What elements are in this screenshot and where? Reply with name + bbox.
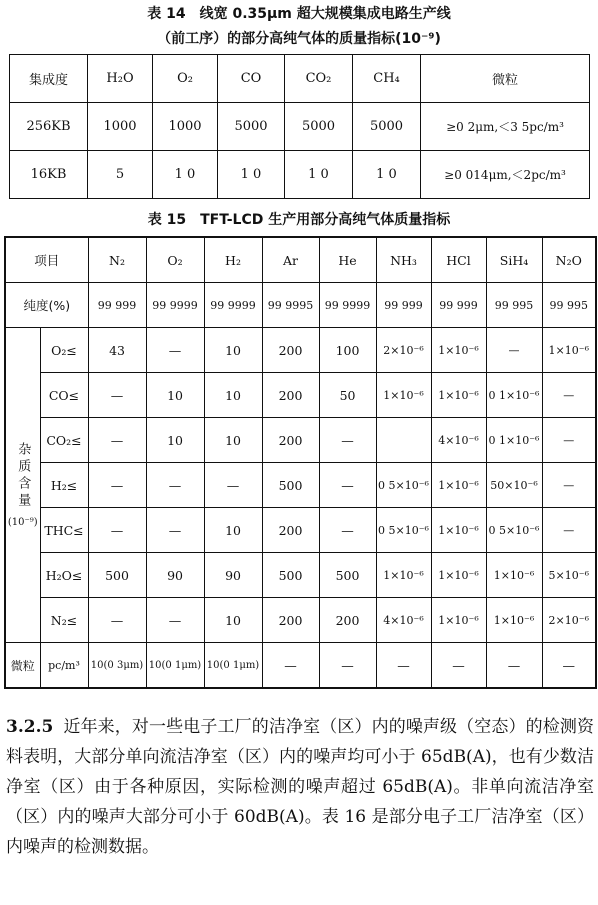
table-cell: —	[542, 643, 596, 689]
row-label: THC≤	[40, 508, 88, 553]
header-cell: HCl	[431, 237, 486, 283]
table-cell: 0 5×10⁻⁶	[376, 463, 431, 508]
table-cell: 500	[88, 553, 146, 598]
table-cell: 5	[88, 151, 153, 199]
table-cell: 1 0	[153, 151, 218, 199]
row-label: CO₂≤	[40, 418, 88, 463]
table-cell: 0 1×10⁻⁶	[486, 373, 542, 418]
table-cell: —	[88, 418, 146, 463]
table-cell: 1 0	[218, 151, 285, 199]
table-cell: 10(0 1μm)	[204, 643, 262, 689]
table-cell: 10	[146, 418, 204, 463]
table-cell: 1×10⁻⁶	[486, 598, 542, 643]
header-cell: He	[319, 237, 376, 283]
table-cell: 99 995	[486, 283, 542, 328]
purity-row	[5, 283, 596, 328]
table-cell: —	[319, 463, 376, 508]
table-cell: 99 999	[376, 283, 431, 328]
table-cell: 1×10⁻⁶	[376, 373, 431, 418]
table-cell: —	[88, 373, 146, 418]
table-cell: 99 999	[88, 283, 146, 328]
table-cell: 0 5×10⁻⁶	[376, 508, 431, 553]
table-row	[5, 508, 596, 553]
table-row	[5, 598, 596, 643]
impurity-group-label	[5, 328, 40, 643]
table-cell: 90	[146, 553, 204, 598]
table-cell: 5000	[353, 103, 421, 151]
header-cell: H₂O	[88, 55, 153, 103]
table-cell: —	[542, 418, 596, 463]
table-cell: 1×10⁻⁶	[431, 553, 486, 598]
table-row	[10, 151, 590, 199]
table-cell: 1×10⁻⁶	[431, 463, 486, 508]
table-cell: 200	[262, 598, 319, 643]
table15-header-row	[5, 237, 596, 283]
table-cell: 10	[204, 508, 262, 553]
table-cell: —	[204, 463, 262, 508]
table-row	[5, 553, 596, 598]
table-14	[9, 54, 590, 199]
table-cell: 99 9999	[204, 283, 262, 328]
row-label: CO≤	[40, 373, 88, 418]
table14-title-line1: 表 14 线宽 0.35μm 超大规模集成电路生产线	[147, 6, 451, 22]
table-cell: 5×10⁻⁶	[542, 553, 596, 598]
table-cell: 43	[88, 328, 146, 373]
table-cell: 256KB	[10, 103, 88, 151]
table-cell: 200	[262, 373, 319, 418]
table-cell: 1×10⁻⁶	[431, 508, 486, 553]
table-cell: 0 1×10⁻⁶	[486, 418, 542, 463]
table-cell: 1×10⁻⁶	[431, 373, 486, 418]
table-cell: 1×10⁻⁶	[486, 553, 542, 598]
table-cell: 1 0	[353, 151, 421, 199]
header-cell: N₂	[88, 237, 146, 283]
header-cell: CO₂	[285, 55, 353, 103]
table-cell: 200	[262, 328, 319, 373]
table-cell: 99 9995	[262, 283, 319, 328]
table-cell: —	[542, 373, 596, 418]
table-cell: ≥0 2μm,＜3 5pc/m³	[421, 103, 590, 151]
table-cell: 10(0 3μm)	[88, 643, 146, 689]
table-cell: —	[262, 643, 319, 689]
row-label: N₂≤	[40, 598, 88, 643]
table-cell: 10(0 1μm)	[146, 643, 204, 689]
table-cell: —	[486, 643, 542, 689]
table-cell: —	[146, 508, 204, 553]
table-cell: —	[376, 643, 431, 689]
header-cell: NH₃	[376, 237, 431, 283]
table-cell: —	[319, 418, 376, 463]
header-cell: 集成度	[10, 55, 88, 103]
table15-title: 表 15 TFT-LCD 生产用部分高纯气体质量指标	[147, 212, 451, 228]
table-15	[4, 236, 597, 689]
table-cell: 200	[262, 508, 319, 553]
table-cell: 4×10⁻⁶	[431, 418, 486, 463]
table-cell: 2×10⁻⁶	[542, 598, 596, 643]
table-row	[5, 418, 596, 463]
table-cell: 500	[262, 463, 319, 508]
header-cell: Ar	[262, 237, 319, 283]
header-cell: 项目	[5, 237, 88, 283]
table-cell: 100	[319, 328, 376, 373]
table-cell	[376, 418, 431, 463]
table-cell: 99 999	[431, 283, 486, 328]
row-label: H₂O≤	[40, 553, 88, 598]
table-cell: 10	[204, 373, 262, 418]
table-cell: 1×10⁻⁶	[431, 328, 486, 373]
table-cell: 99 9999	[319, 283, 376, 328]
table-row	[5, 463, 596, 508]
header-cell: N₂O	[542, 237, 596, 283]
row-label: 纯度(%)	[5, 283, 88, 328]
table-cell: 500	[262, 553, 319, 598]
body-paragraph	[6, 712, 594, 862]
table-cell: 0 5×10⁻⁶	[486, 508, 542, 553]
table-cell: 1×10⁻⁶	[431, 598, 486, 643]
table-cell: 90	[204, 553, 262, 598]
table-row	[10, 103, 590, 151]
table-cell: —	[88, 508, 146, 553]
table-cell: —	[319, 508, 376, 553]
header-cell: O₂	[153, 55, 218, 103]
table-cell: 1×10⁻⁶	[376, 553, 431, 598]
table-cell: 99 9999	[146, 283, 204, 328]
impurity-unit: (10⁻⁹)	[7, 517, 38, 528]
table-cell: 5000	[218, 103, 285, 151]
table-cell: —	[88, 598, 146, 643]
table-cell: 99 995	[542, 283, 596, 328]
table-cell: 200	[319, 598, 376, 643]
impurity-group-text: 杂质含量	[15, 442, 31, 510]
table-cell: 1×10⁻⁶	[542, 328, 596, 373]
table-cell: 1000	[88, 103, 153, 151]
row-label: 微粒	[5, 643, 40, 689]
header-cell: SiH₄	[486, 237, 542, 283]
table-cell: —	[146, 328, 204, 373]
paragraph-text: 近年来，对一些电子工厂的洁净室（区）内的噪声级（空态）的检测资料表明，大部分单向流洁净室（区）内的噪声均可小于 65dB(A)，也有少数洁净室（区）由于各种原因，实际检测的噪声超过 65dB(A)。非单向流洁净室（区）内的噪声大部分可小于 60dB(A)。表 16 是部分电子工厂洁净室（区）内噪声的检测数据。	[6, 717, 594, 857]
table-cell: 1 0	[285, 151, 353, 199]
table-row	[5, 328, 596, 373]
table-cell: —	[542, 463, 596, 508]
table-cell: —	[486, 328, 542, 373]
table-cell: 5000	[285, 103, 353, 151]
table14-title-line2: （前工序）的部分高纯气体的质量指标(10⁻⁹)	[157, 31, 441, 47]
table-row	[5, 373, 596, 418]
table-cell: 4×10⁻⁶	[376, 598, 431, 643]
table-cell: —	[88, 463, 146, 508]
header-cell: O₂	[146, 237, 204, 283]
table-cell: 50×10⁻⁶	[486, 463, 542, 508]
header-cell: CO	[218, 55, 285, 103]
row-label: H₂≤	[40, 463, 88, 508]
table-cell: 10	[146, 373, 204, 418]
table-cell: 16KB	[10, 151, 88, 199]
table-cell: —	[431, 643, 486, 689]
table-cell: —	[146, 598, 204, 643]
table-cell: ≥0 014μm,＜2pc/m³	[421, 151, 590, 199]
table-cell: —	[319, 643, 376, 689]
table-cell: 10	[204, 328, 262, 373]
row-label: O₂≤	[40, 328, 88, 373]
particle-row	[5, 643, 596, 689]
table-cell: 2×10⁻⁶	[376, 328, 431, 373]
header-cell: 微粒	[421, 55, 590, 103]
table-cell: 10	[204, 598, 262, 643]
table-cell: —	[146, 463, 204, 508]
table-cell: 10	[204, 418, 262, 463]
table-cell: 500	[319, 553, 376, 598]
section-number: 3.2.5	[6, 717, 54, 737]
table-cell: 200	[262, 418, 319, 463]
table-cell: —	[542, 508, 596, 553]
table-cell: 50	[319, 373, 376, 418]
table-cell: 1000	[153, 103, 218, 151]
table14-header-row	[10, 55, 590, 103]
header-cell: CH₄	[353, 55, 421, 103]
header-cell: H₂	[204, 237, 262, 283]
particle-unit: pc/m³	[40, 643, 88, 689]
